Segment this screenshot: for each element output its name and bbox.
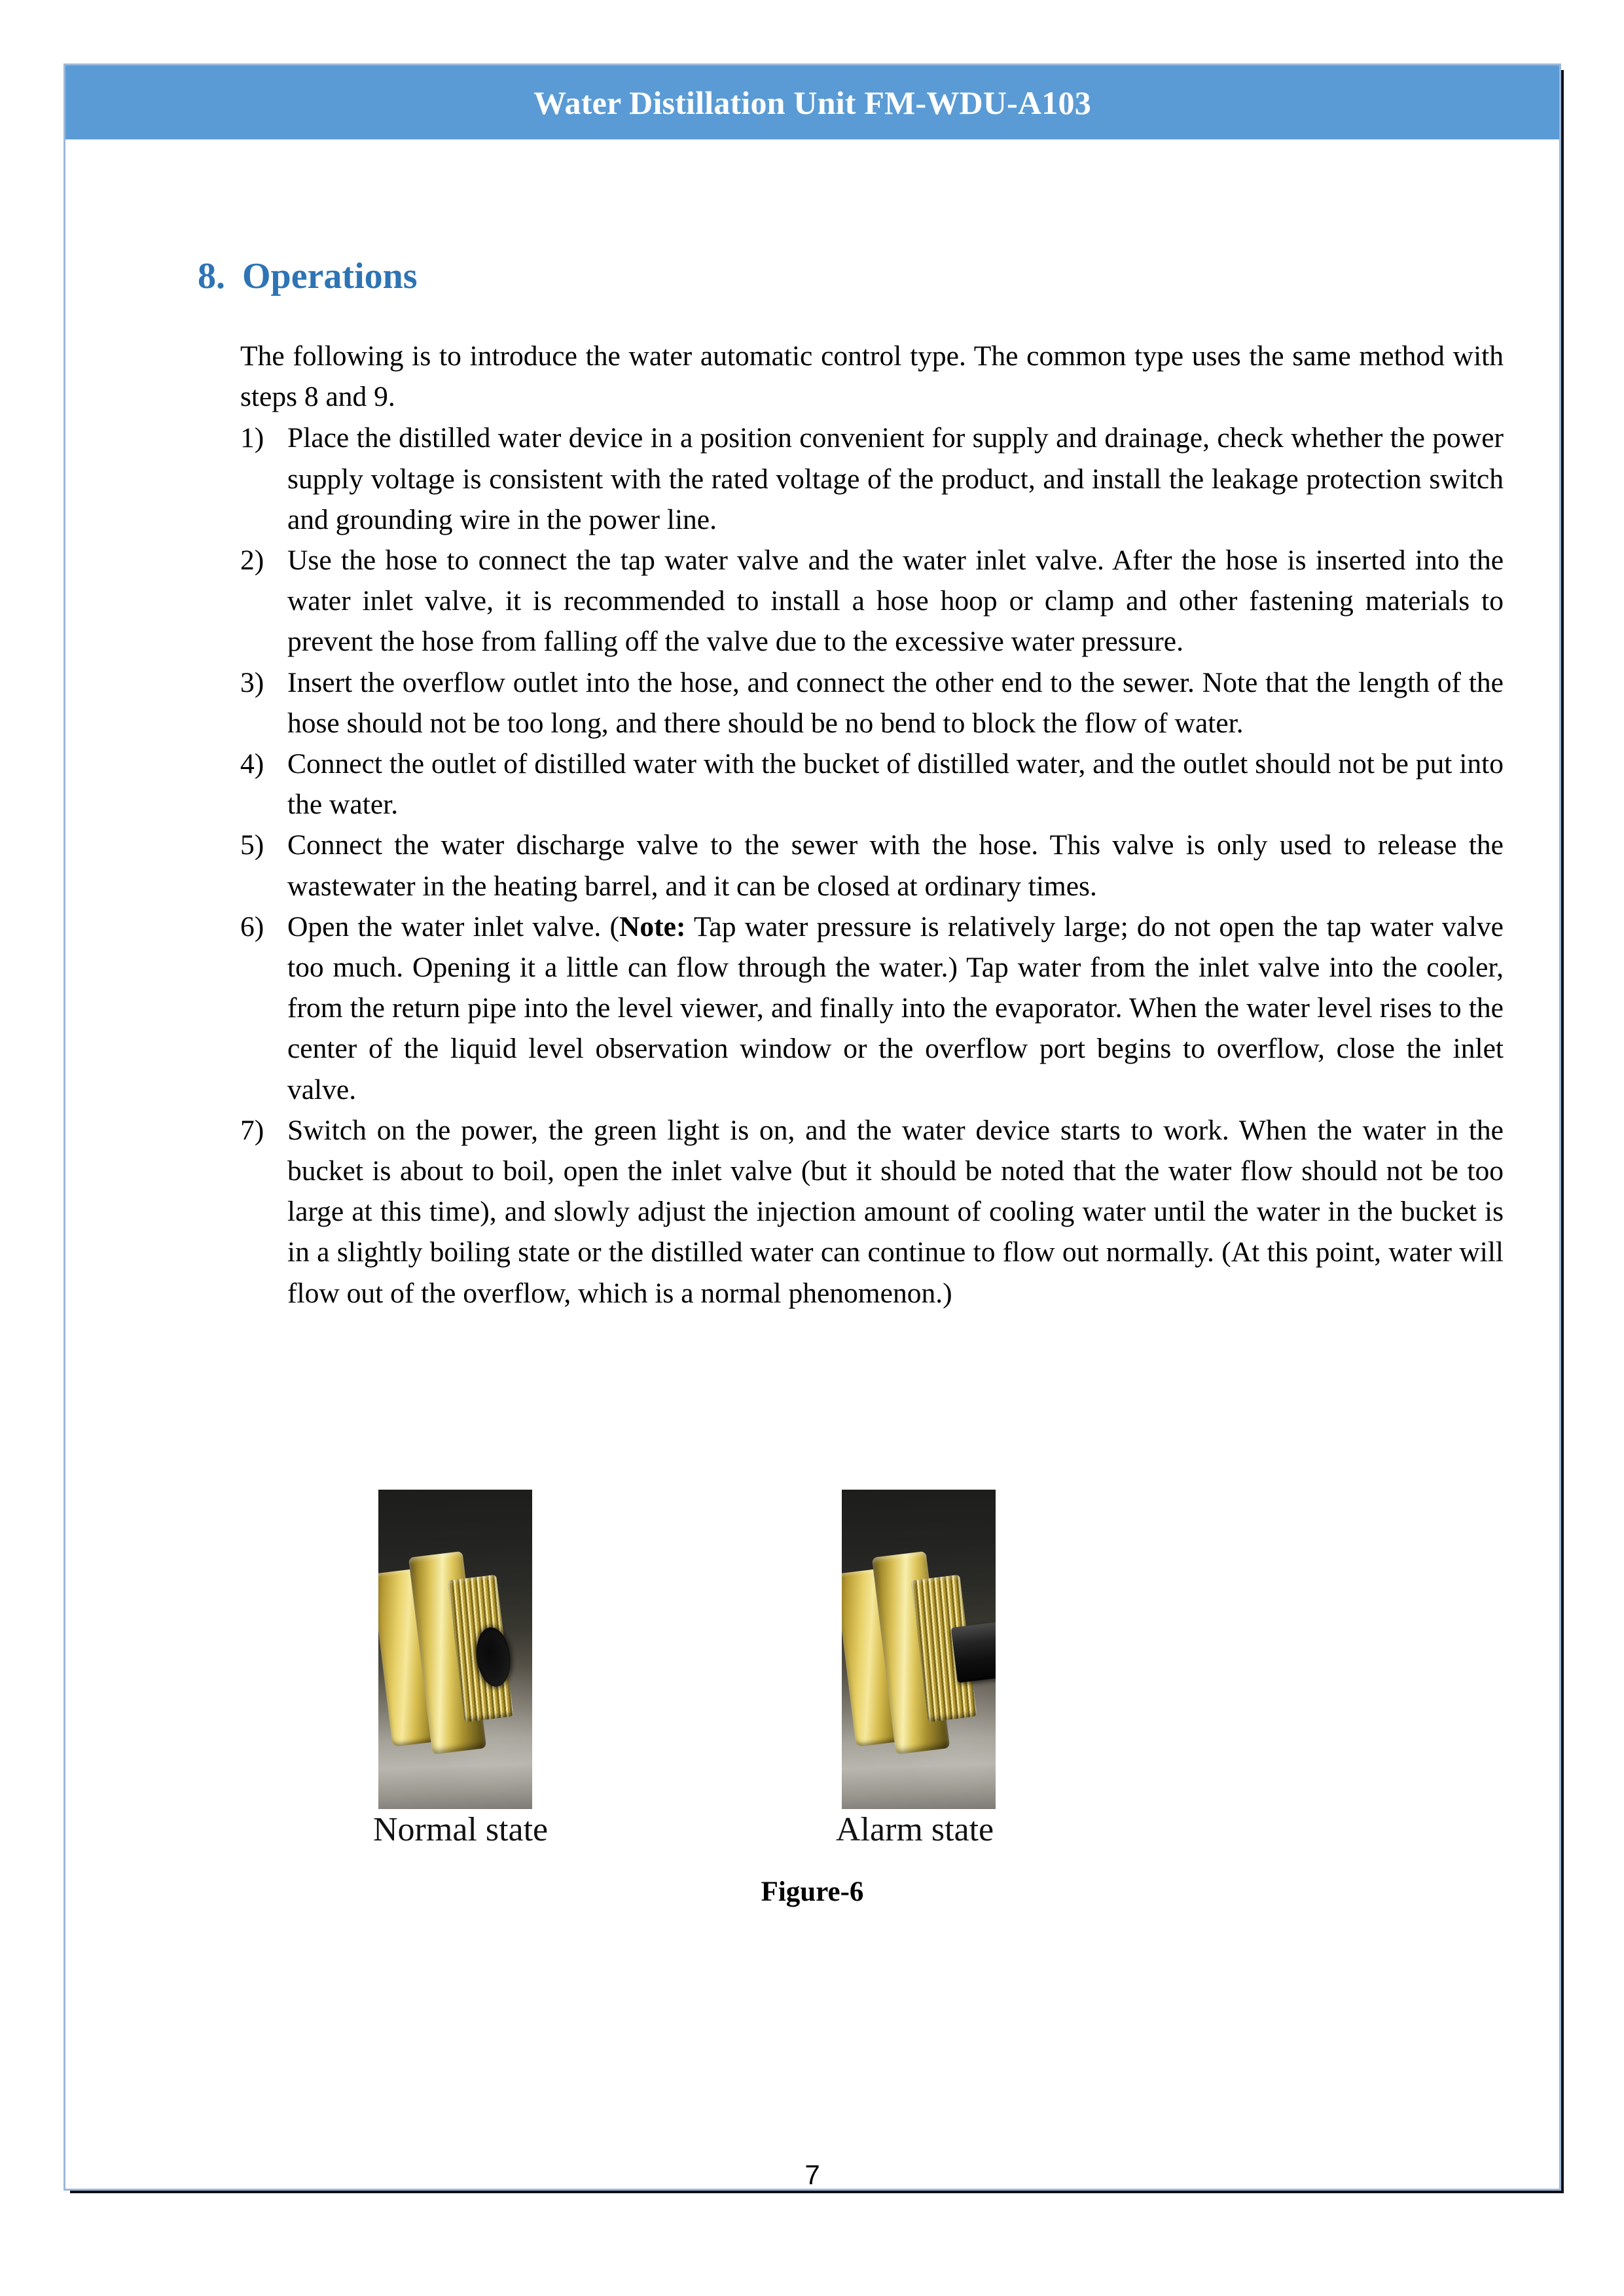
- figure-label: Figure-6: [761, 1876, 864, 1907]
- caption-normal-state: Normal state: [373, 1811, 549, 1848]
- list-item: [240, 662, 1504, 744]
- list-item: [240, 906, 1504, 1110]
- step-marker: 5): [240, 829, 264, 861]
- page-number: 7: [804, 2159, 820, 2190]
- figure-photo-row: [65, 1490, 1559, 1810]
- photo-alarm-state: [842, 1490, 996, 1809]
- document-title: Water Distillation Unit FM-WDU-A103: [533, 84, 1091, 121]
- step-text: Insert the overflow outlet into the hose, and connect the other end to the sewer. Note that the length of the hose should not be too long, and there should be no bend to block the flow of water.: [287, 666, 1504, 739]
- step-text: Place the distilled water device in a position convenient for supply and drainage, check whether the power supply voltage is consistent with the rated voltage of the product, and install the leakage protection switch and grounding wire in the power line.: [287, 422, 1504, 535]
- extended-plunger-pin: [950, 1621, 996, 1683]
- step-marker: 1): [240, 422, 264, 454]
- section-number: 8.: [198, 256, 225, 296]
- page-frame: [63, 63, 1561, 2191]
- step-text-tail: Tap water pressure is relatively large; do not open the tap water valve too much. Opening it a little can flow through the water.) Tap water from the inlet valve into the cooler, from the return pipe into the level viewer, and finally into the evaporator. When the water level rises to the center of the liquid level observation window or the overflow port begins to overflow, close the inlet valve.: [287, 910, 1504, 1105]
- section-heading: [198, 258, 418, 295]
- step-text: Connect the outlet of distilled water with the bucket of distilled water, and the outlet should not be put into the water.: [287, 748, 1504, 821]
- list-item: [240, 540, 1504, 662]
- step-text: Switch on the power, the green light is on, and the water device starts to work. When the water in the bucket is about to boil, open the inlet valve (but it should be noted that the water flow should not be too large at this time), and slowly adjust the injection amount of cooling water until the water in the bucket is in a slightly boiling state or the distilled water can continue to flow out normally. (At this point, water will flow out of the overflow, which is a normal phenomenon.): [287, 1114, 1504, 1309]
- step-text: Connect the water discharge valve to the sewer with the hose. This valve is only used to release the wastewater in the heating barrel, and it can be closed at ordinary times.: [287, 829, 1504, 902]
- step-marker: 7): [240, 1114, 264, 1146]
- section-title: Operations: [242, 256, 418, 296]
- step-text-with-note: [287, 906, 1504, 1110]
- step-text: Use the hose to connect the tap water valve and the water inlet valve. After the hose is inserted into the water inlet valve, it is recommended to install a hose hoop or clamp and other fastening materials to prevent the hose from falling off the valve due to the excessive water pressure.: [287, 545, 1504, 658]
- list-item: [240, 1110, 1504, 1314]
- page-content: [65, 139, 1559, 2189]
- step-marker: 6): [240, 910, 264, 942]
- brass-fitting-alarm: [842, 1547, 986, 1759]
- step-marker: 2): [240, 545, 264, 577]
- list-item: [240, 744, 1504, 825]
- figure-caption-row: [65, 1810, 1559, 1871]
- list-item: [240, 825, 1504, 906]
- page-header-banner: [65, 65, 1559, 139]
- intro-paragraph: The following is to introduce the water automatic control type. The common type uses the same method with steps 8 and 9.: [240, 340, 1504, 413]
- caption-alarm-state: Alarm state: [836, 1811, 994, 1848]
- photo-normal-state: [378, 1490, 532, 1809]
- step-text-lead: Open the water inlet valve. (: [287, 910, 619, 942]
- list-item: [240, 418, 1504, 540]
- note-label: Note:: [619, 910, 686, 942]
- operations-step-list: [240, 418, 1504, 1313]
- body-text-block: [240, 336, 1504, 1314]
- step-marker: 4): [240, 748, 264, 780]
- figure-6: [65, 1490, 1559, 1908]
- brass-fitting-normal: [378, 1547, 522, 1759]
- step-marker: 3): [240, 666, 264, 698]
